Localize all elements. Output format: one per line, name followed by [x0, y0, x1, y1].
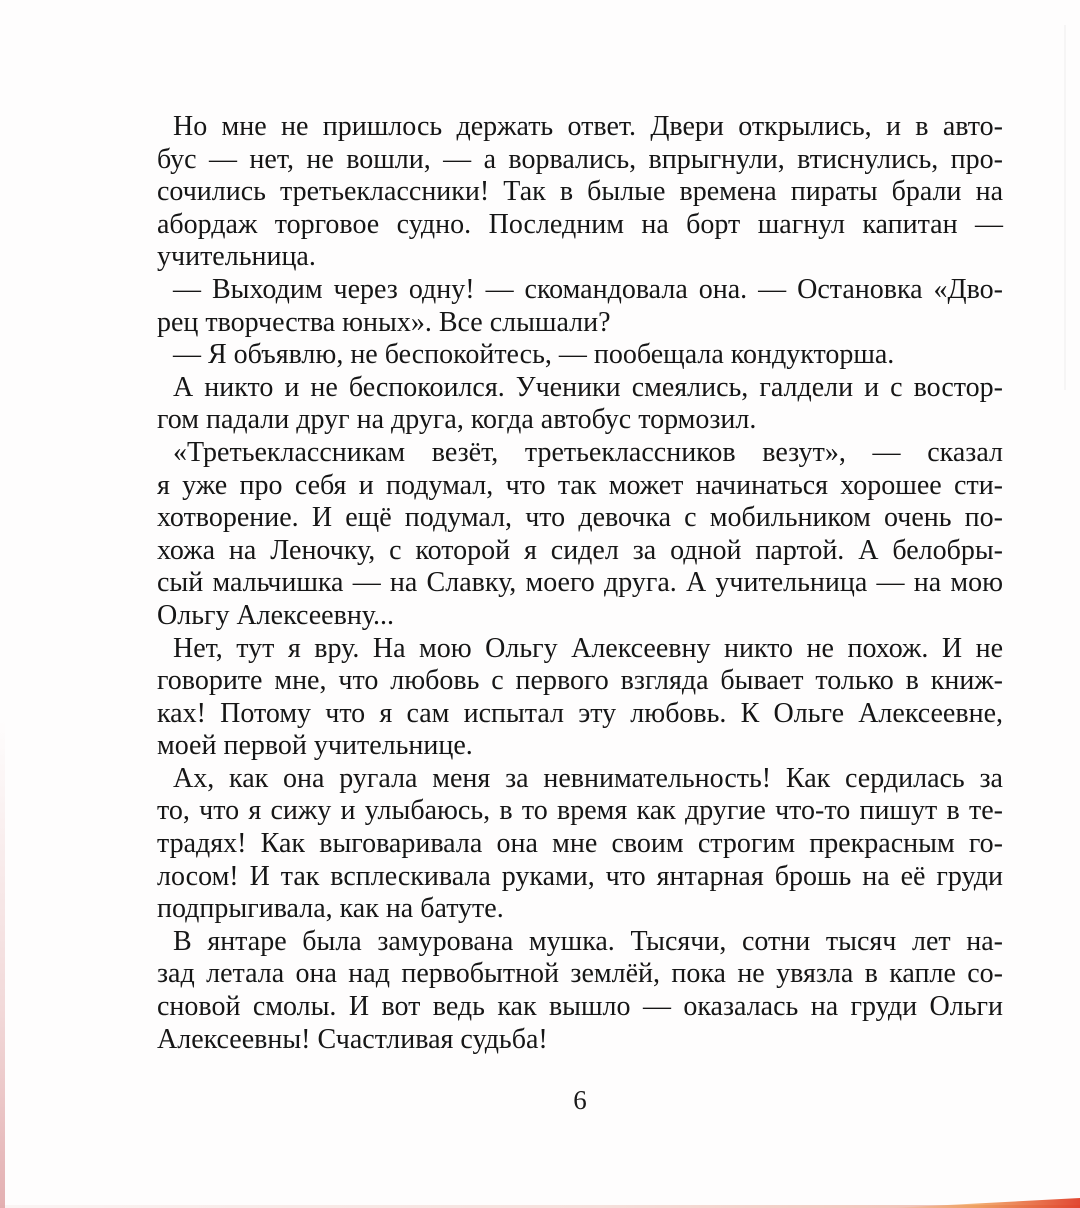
paragraph: [157, 763, 1003, 926]
page-edge-tint-left: [0, 720, 5, 1208]
text-line: хотворение. И ещё подумал, что девочка с мобильником очень по-: [157, 502, 1003, 534]
book-cover-corner-accent: [890, 1198, 1080, 1208]
text-line: А никто и не беспокоился. Ученики смеялись, галдели и с востор-: [173, 371, 1003, 403]
text-line: говорите мне, что любовь с первого взгляда бывает только в книж-: [157, 665, 1003, 697]
paragraph: [157, 111, 1003, 274]
text-line: хожа на Леночку, с которой я сидел за одной партой. А белобры-: [157, 534, 1003, 566]
page-edge-shadow-right: [1064, 25, 1066, 390]
text-line: абордаж торговое судно. Последним на борт шагнул капитан —: [157, 208, 1003, 240]
text-line: — Я объявлю, не беспокойтесь, — пообещала кондукторша.: [173, 339, 895, 371]
text-line: я уже про себя и подумал, что так может начинаться хорошее сти-: [157, 469, 1003, 501]
text-line: Ах, как она ругала меня за невнимательность! Как сердилась за: [173, 762, 1003, 794]
text-line: моей первой учительнице.: [157, 730, 473, 762]
text-line: подпрыгивала, как на батуте.: [157, 893, 504, 925]
paragraph: [157, 633, 1003, 763]
text-line: учительница.: [157, 241, 316, 273]
text-line: лосом! И так всплескивала руками, что янтарная брошь на её груди: [157, 860, 1003, 892]
text-line: рец творчества юных». Все слышали?: [157, 306, 611, 338]
text-line: гом падали друг на друга, когда автобус тормозил.: [157, 404, 757, 436]
paragraph: [157, 274, 1003, 339]
paragraph: [157, 339, 1003, 372]
text-line: В янтаре была замурована мушка. Тысячи, сотни тысяч лет на-: [173, 925, 1003, 957]
text-line: Но мне не пришлось держать ответ. Двери открылись, и в авто-: [173, 111, 1003, 142]
text-line: сый мальчишка — на Славку, моего друга. А учительница — на мою: [157, 567, 1003, 599]
page-number: 6: [573, 1085, 587, 1115]
paragraph: [157, 372, 1003, 437]
text-line: Алексеевны! Счастливая судьба!: [157, 1023, 548, 1055]
text-line: «Третьеклассникам везёт, третьеклассников везут», — сказал: [173, 436, 1003, 468]
page-text: [157, 111, 1003, 1056]
text-line: Ольгу Алексеевну...: [157, 599, 395, 631]
text-line: сновой смолы. И вот ведь как вышло — оказалась на груди Ольги: [157, 991, 1003, 1023]
text-line: бус — нет, не вошли, — а ворвались, впрыгнули, втиснулись, про-: [157, 143, 1003, 175]
text-line: зад летала она над первобытной землёй, пока не увязла в капле со-: [157, 958, 1003, 990]
text-line: сочились третьеклассники! Так в былые времена пираты брали на: [157, 176, 1003, 208]
text-line: ках! Потому что я сам испытал эту любовь. К Ольге Алексеевне,: [157, 697, 1003, 729]
text-line: Нет, тут я вру. На мою Ольгу Алексеевну никто не похож. И не: [173, 632, 1003, 664]
paragraph: [157, 437, 1003, 633]
text-line: то, что я сижу и улыбаюсь, в то время как другие что-то пишут в те-: [157, 795, 1003, 827]
paragraph: [157, 926, 1003, 1056]
text-line: — Выходим через одну! — скомандовала она. — Остановка «Дво-: [173, 273, 1003, 305]
text-line: традях! Как выговаривала она мне своим строгим прекрасным го-: [157, 828, 1003, 860]
